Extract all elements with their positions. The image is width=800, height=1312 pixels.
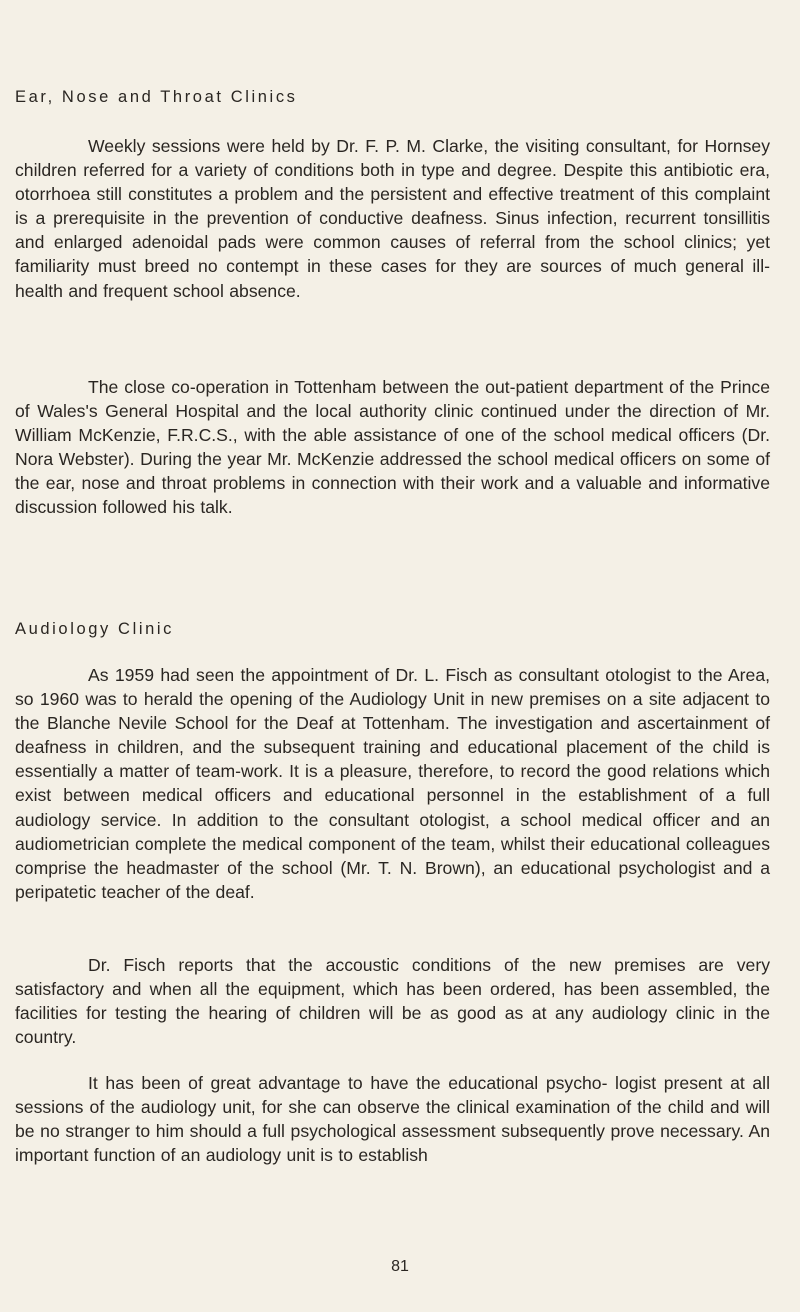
- paragraph-ent-tottenham-cooperation: The close co-operation in Tottenham between the out-patient department of the Prince of Wales's General Hospital and the local authority clinic continued under the direction of Mr. William McKenzie, F.R.C.S., with the able assistance of one of the school medical officers (Dr. Nora Webster). During the year Mr. McKenzie addressed the school medical officers on some of the ear, nose and throat problems in connection with their work and a valuable and informative discussion followed his talk.: [15, 377, 770, 518]
- page-number: 81: [391, 1258, 409, 1275]
- section-heading-audiology-clinic: Audiology Clinic: [15, 620, 174, 638]
- paragraph-accoustic-conditions: Dr. Fisch reports that the accoustic conditions of the new premises are very satisfactory and when all the equipment, which has been ordered, has been assembled, the facilities for testing the hearing of children will be as good as at any audiology clinic in the country.: [15, 955, 770, 1048]
- paragraph-audiology-unit-opening: As 1959 had seen the appointment of Dr. L. Fisch as consultant otologist to the Area, so 1960 was to herald the opening of the Audiology Unit in new premises on a site adjacent to the Blanche Nevile School for the Deaf at Tottenham. The investigation and ascertainment of deafness in children, and the subsequent training and educational placement of the child is essentially a matter of team-work. It is a pleasure, therefore, to record the good relations which exist between medical officers and educational personnel in the establishment of a full audiology service. In addition to the consultant otologist, a school medical officer and an audiometrician complete the medical component of the team, whilst their educational colleagues comprise the headmaster of the school (Mr. T. N. Brown), an educational psychologist and a peripatetic teacher of the deaf.: [15, 665, 770, 902]
- section-heading-ent-clinics: Ear, Nose and Throat Clinics: [15, 88, 298, 106]
- paragraph-educational-psychologist: It has been of great advantage to have the educational psycho- logist present at all sessions of the audiology unit, for she can observe the clinical examination of the child and will be no stranger to him should a full psychological assessment subsequently prove necessary. An important function of an audiology unit is to establish: [15, 1073, 770, 1166]
- paragraph-ent-weekly-sessions: Weekly sessions were held by Dr. F. P. M. Clarke, the visiting consultant, for Hornsey children referred for a variety of conditions both in type and degree. Despite this antibiotic era, otorrhoea still constitutes a problem and the persistent and effective treatment of this complaint is a prerequisite in the prevention of conductive deafness. Sinus infection, recurrent tonsillitis and enlarged adenoidal pads were common causes of referral from the school clinics; yet familiarity must breed no contempt in these cases for they are sources of much general ill-health and frequent school absence.: [15, 136, 770, 301]
